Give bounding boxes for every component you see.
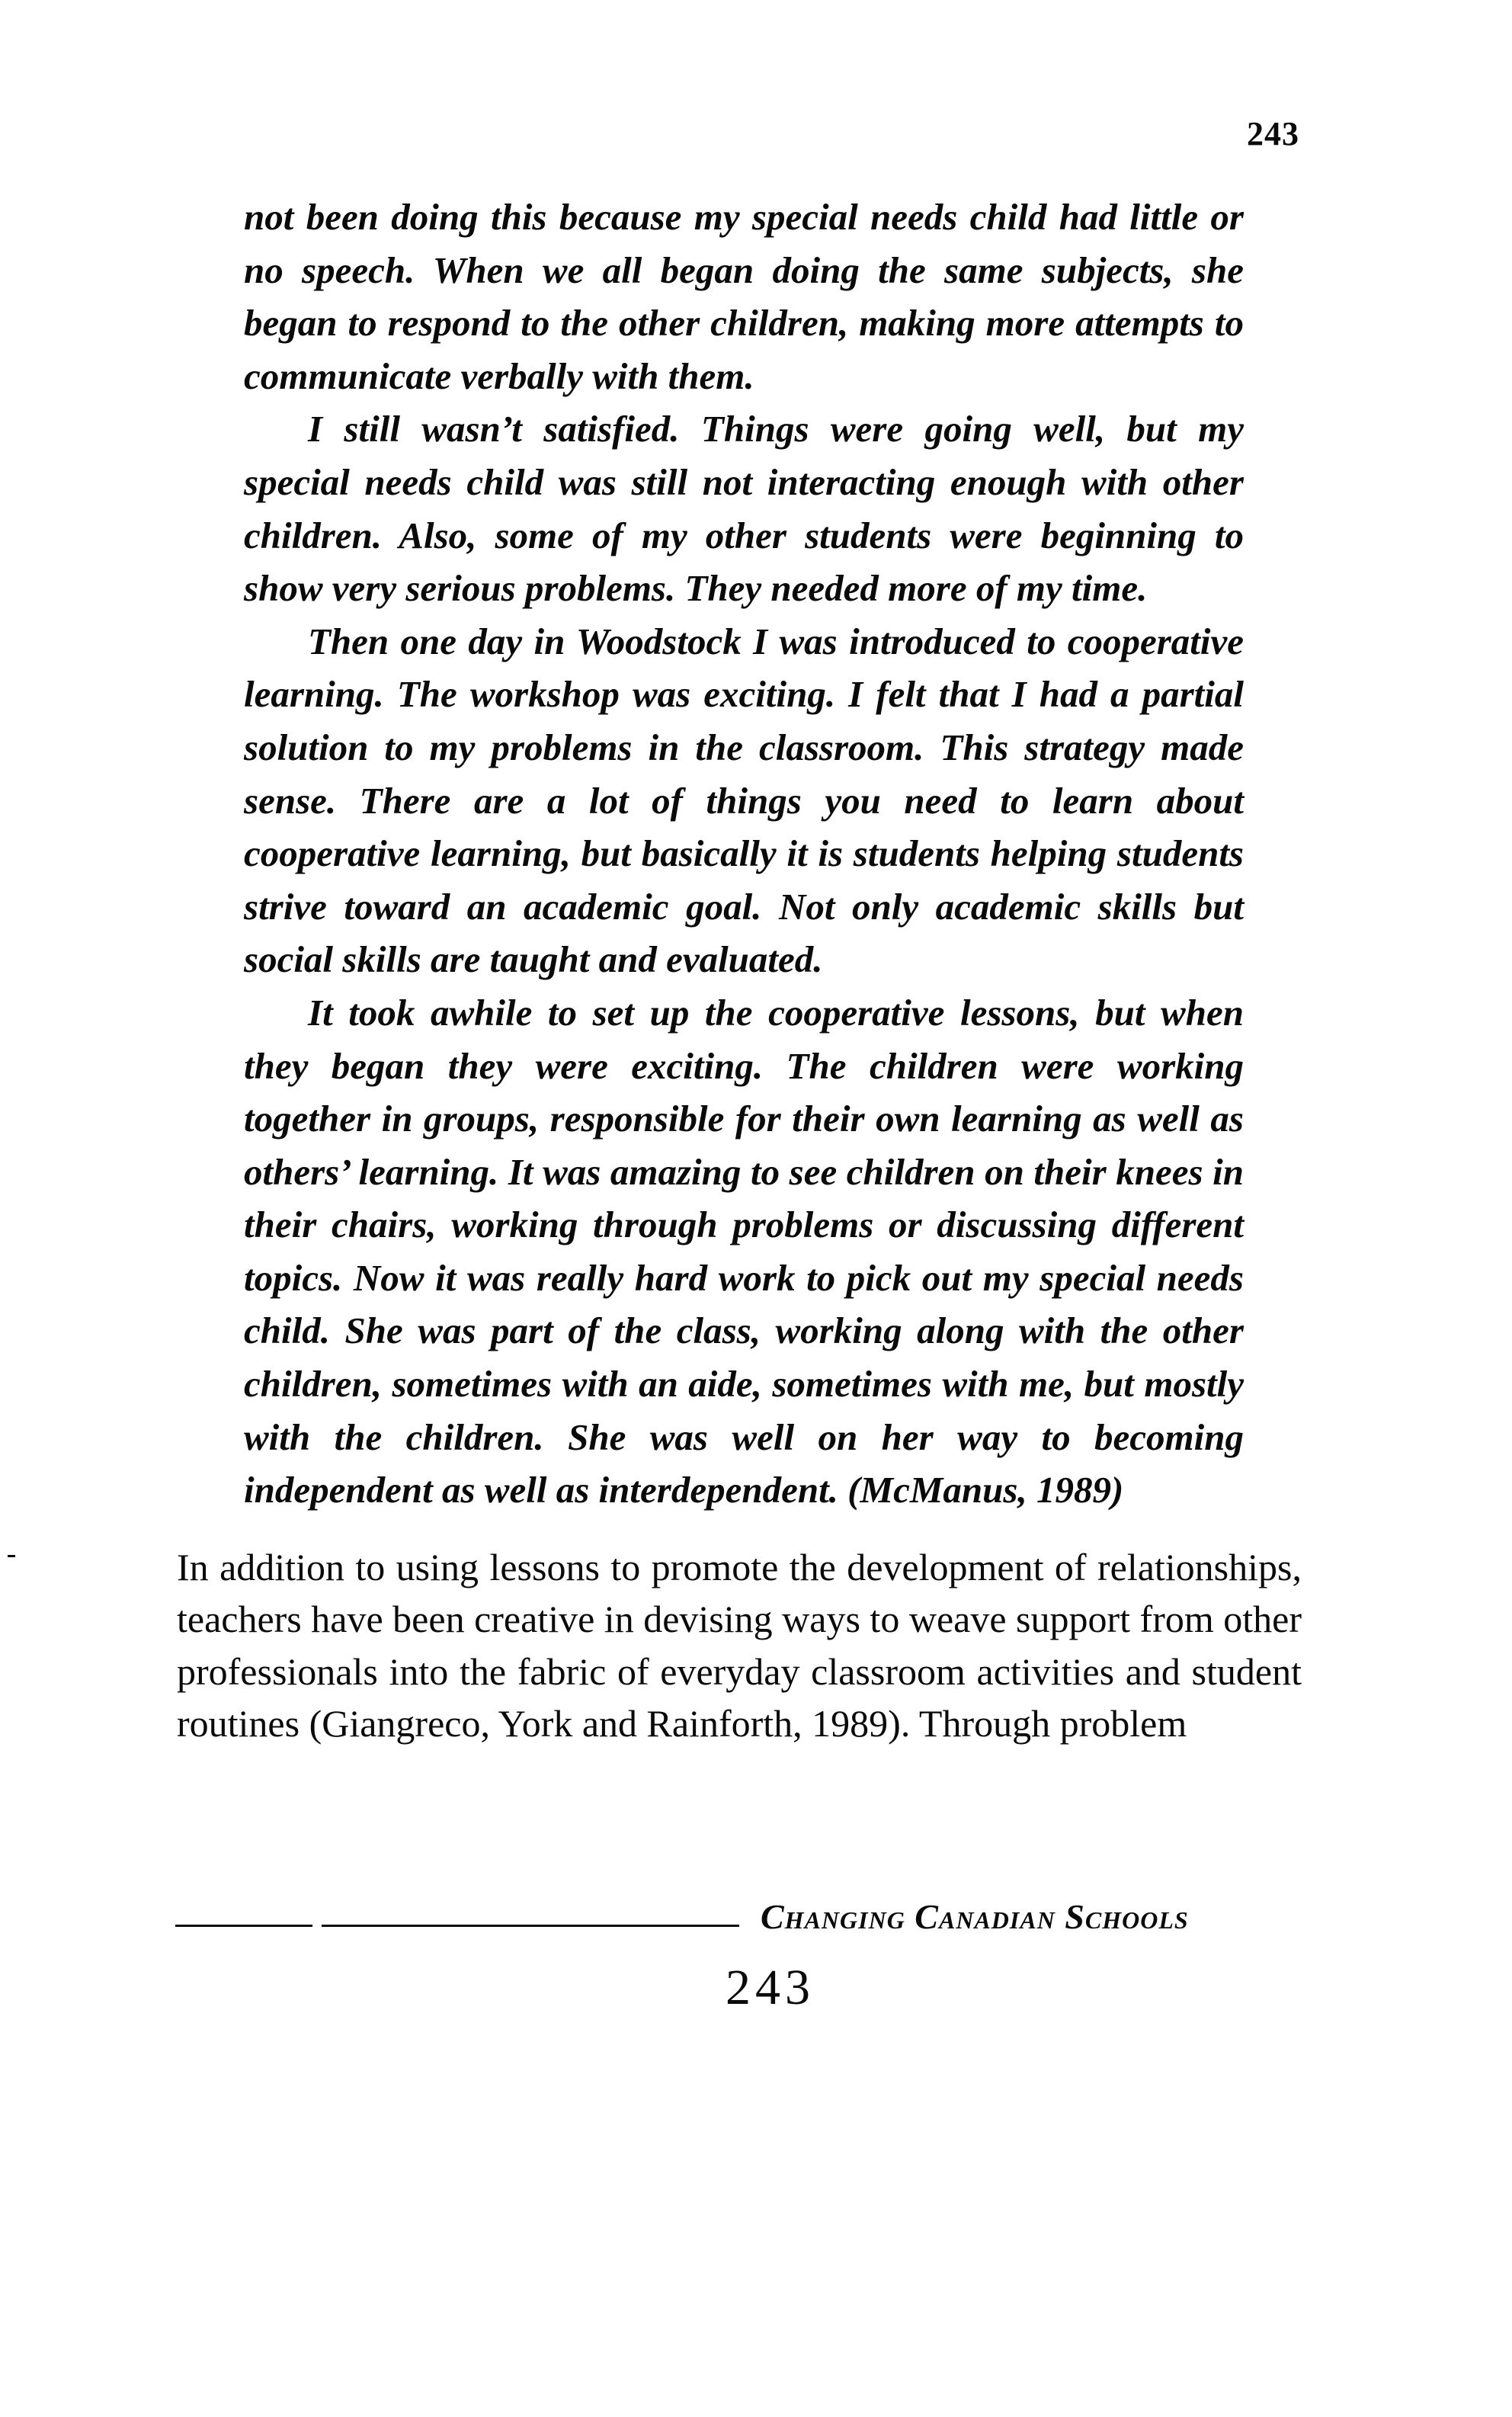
margin-mark bbox=[8, 1555, 15, 1557]
quote-paragraph: I still wasn’t satisfied. Things were going well, but my special needs child was still not interacting enough with other children. Also, some of my other students were beginning to show very serious problems. They needed more of my time. bbox=[244, 408, 1244, 610]
footer-rule-gap bbox=[312, 1922, 322, 1929]
body-paragraph: In addition to using lessons to promote the development of relationships, teachers have been creative in devising ways to weave support from other professionals into the fabric of everyday classroom activities and student routines (Giangreco, York and Rainforth, 1989). Through problem bbox=[177, 1546, 1302, 1745]
footer-rule bbox=[175, 1925, 739, 1927]
footer-book-title: Changing Canadian Schools bbox=[761, 1897, 1189, 1936]
page-number-top: 243 bbox=[1247, 115, 1299, 152]
quote-paragraph: not been doing this because my special needs child had little or no speech. When we all began doing the same subjects, she began to respond to the other children, making more attempts to communicate verbally with them. bbox=[244, 196, 1244, 397]
quote-paragraph: Then one day in Woodstock I was introduced to cooperative learning. The workshop was exciting. I felt that I had a partial solution to my problems in the classroom. This strategy made sense. There are a lot of things you need to learn about cooperative learning, but basically it is students helping students strive toward an academic goal. Not only academic skills but social skills are taught and evaluated. bbox=[244, 620, 1244, 981]
block-quote bbox=[244, 191, 1244, 1517]
quote-paragraph: It took awhile to set up the cooperative lessons, but when they began they were exciting. The children were working together in groups, responsible for their own learning as well as others’ learning. It was amazing to see children on their knees in their chairs, working through problems or discussing different topics. Now it was really hard work to pick out my special needs child. She was part of the class, working along with the other children, sometimes with an aide, sometimes with me, but mostly with the children. She was well on her way to becoming independent as well as interdependent. (McManus, 1989) bbox=[244, 991, 1244, 1511]
page-number-bottom: 243 bbox=[726, 1960, 815, 2015]
